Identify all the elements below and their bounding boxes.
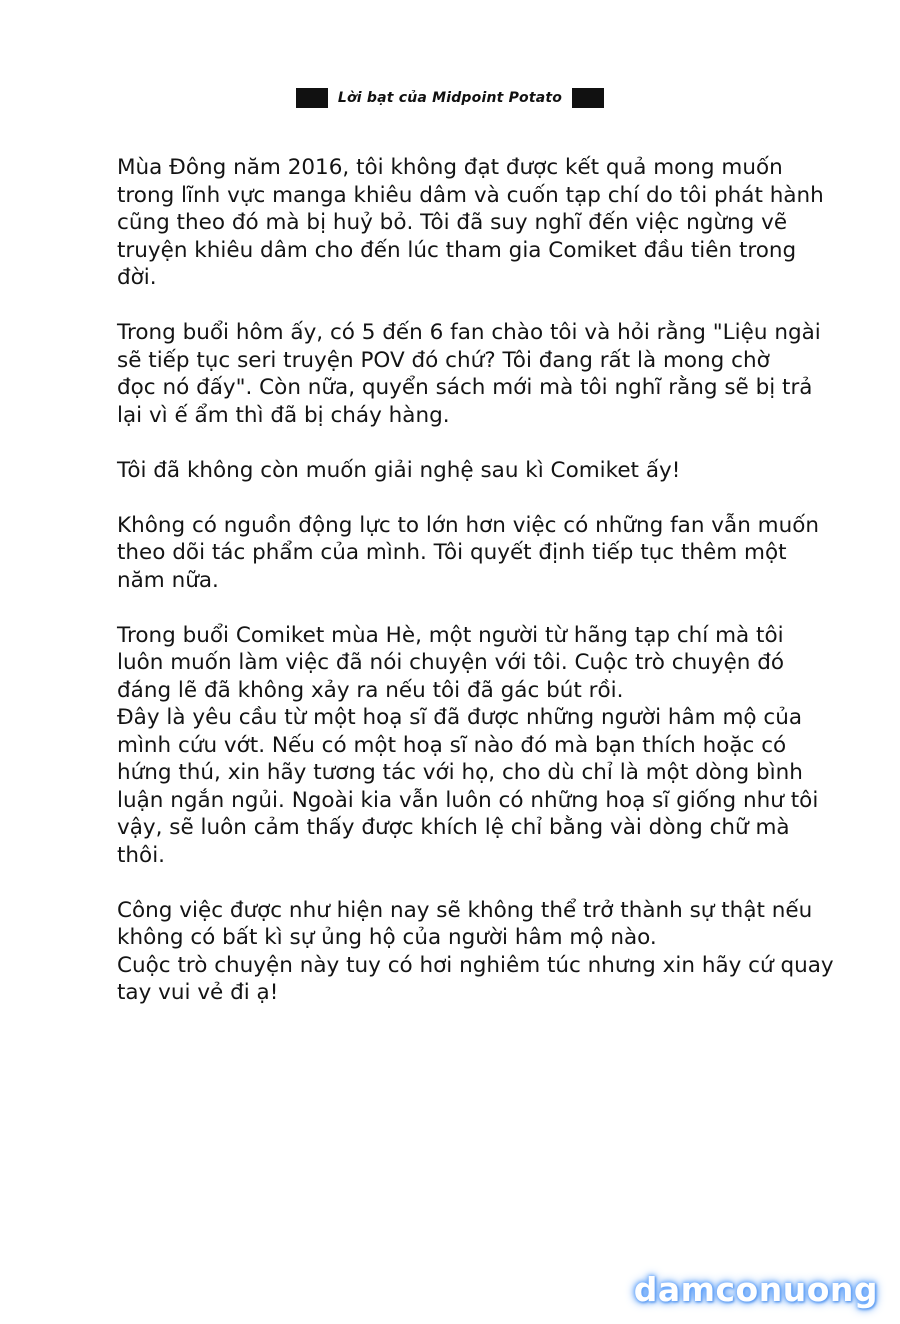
paragraph-1 [117, 154, 824, 292]
paragraph-4 [117, 512, 820, 595]
watermark: damconuong [633, 1270, 878, 1309]
paragraph-6 [117, 897, 834, 1007]
text-line: Tôi đã không còn muốn giải nghệ sau kì Comiket ấy! [117, 457, 681, 483]
text-line: cũng theo đó mà bị huỷ bỏ. Tôi đã suy nghĩ đến việc ngừng vẽ [117, 210, 788, 235]
paragraph-2 [117, 319, 821, 429]
page-title: Lời bạt của Midpoint Potato [337, 90, 563, 106]
text-line: trong lĩnh vực manga khiêu dâm và cuốn tạp chí do tôi phát hành [117, 182, 824, 208]
text-line: truyện khiêu dâm cho đến lúc tham gia Comiket đầu tiên trong [117, 237, 797, 263]
text-line: Cuộc trò chuyện này tuy có hơi nghiêm túc nhưng xin hãy cứ quay [117, 952, 834, 978]
header-right-block [572, 88, 604, 108]
text-line: thôi. [117, 842, 166, 868]
text-line: luôn muốn làm việc đã nói chuyện với tôi. Cuộc trò chuyện đó [117, 650, 785, 675]
afterword-body [117, 154, 834, 1034]
text-line: theo dõi tác phẩm của mình. Tôi quyết định tiếp tục thêm một [117, 540, 787, 565]
text-line: Trong buổi hôm ấy, có 5 đến 6 fan chào tôi và hỏi rằng "Liệu ngài [117, 320, 821, 345]
text-line: đời. [117, 265, 157, 290]
text-line: Đây là yêu cầu từ một hoạ sĩ đã được những người hâm mộ của [117, 705, 803, 730]
text-line: Trong buổi Comiket mùa Hè, một người từ hãng tạp chí mà tôi [117, 622, 784, 648]
page-header [0, 88, 900, 108]
text-line: luận ngắn ngủi. Ngoài kia vẫn luôn có những hoạ sĩ giống như tôi [117, 787, 819, 813]
text-line: sẽ tiếp tục seri truyện POV đó chứ? Tôi đang rất là mong chờ [117, 347, 770, 373]
text-line: vậy, sẽ luôn cảm thấy được khích lệ chỉ bằng vài dòng chữ mà [117, 815, 790, 840]
text-line: tay vui vẻ đi ạ! [117, 980, 279, 1005]
text-line: không có bất kì sự ủng hộ của người hâm mộ nào. [117, 925, 657, 950]
header-left-block [296, 88, 328, 108]
text-line: đáng lẽ đã không xảy ra nếu tôi đã gác bút rồi. [117, 677, 624, 703]
text-line: Công việc được như hiện nay sẽ không thể trở thành sự thật nếu [117, 897, 813, 923]
text-line: mình cứu vớt. Nếu có một hoạ sĩ nào đó mà bạn thích hoặc có [117, 732, 787, 758]
text-line: Không có nguồn động lực to lớn hơn việc có những fan vẫn muốn [117, 512, 820, 538]
text-line: Mùa Đông năm 2016, tôi không đạt được kết quả mong muốn [117, 155, 783, 180]
paragraph-3 [117, 457, 817, 485]
text-line: hứng thú, xin hãy tương tác với họ, cho dù chỉ là một dòng bình [117, 760, 803, 785]
text-line: lại vì ế ẩm thì đã bị cháy hàng. [117, 402, 450, 428]
paragraph-5 [117, 622, 817, 870]
text-line: đọc nó đấy". Còn nữa, quyển sách mới mà tôi nghĩ rằng sẽ bị trả [117, 375, 813, 400]
text-line: năm nữa. [117, 567, 219, 593]
